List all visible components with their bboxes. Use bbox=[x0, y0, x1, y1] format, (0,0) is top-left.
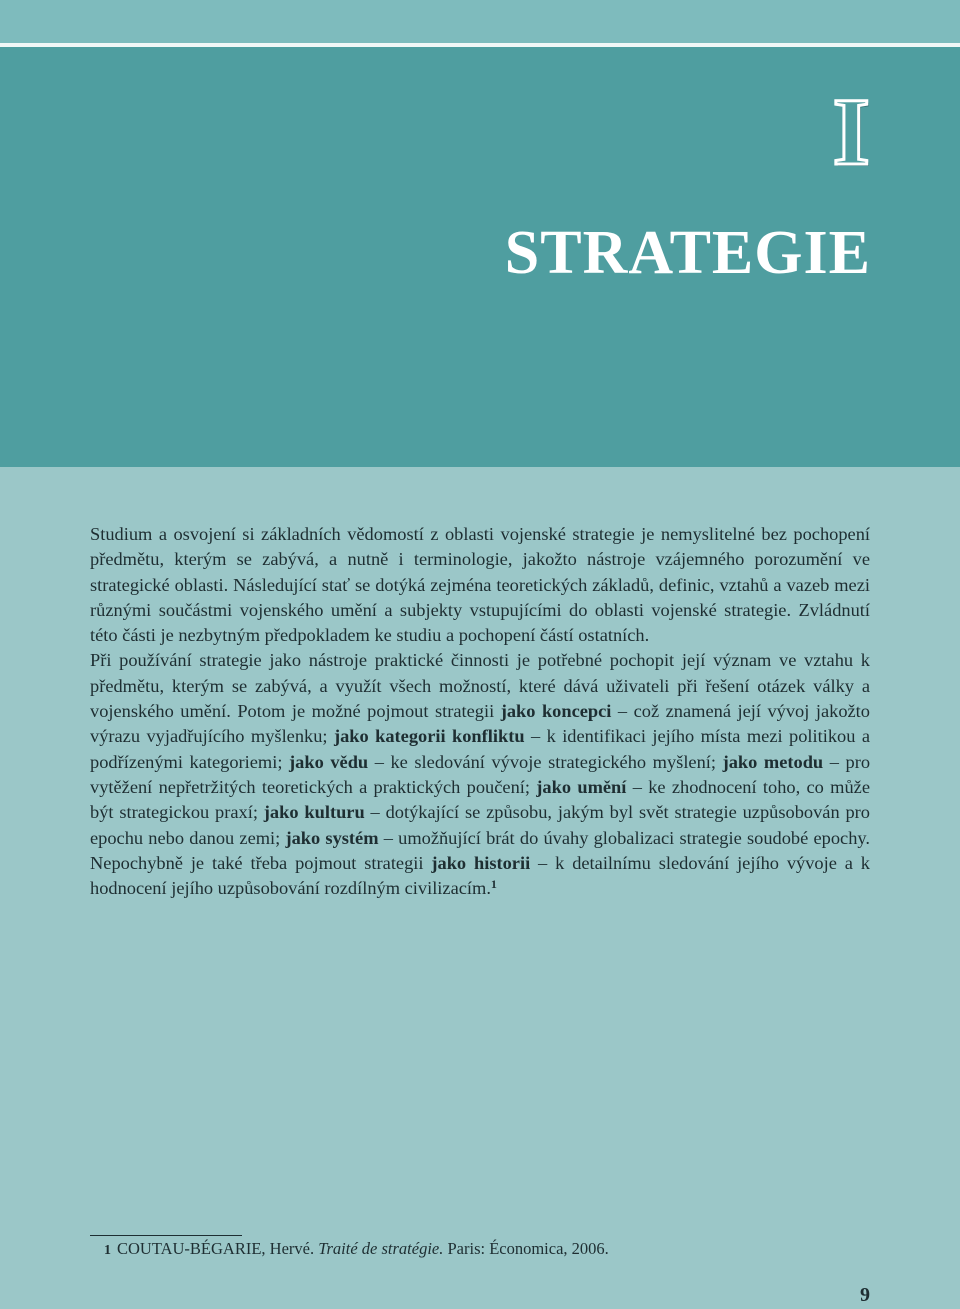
page-number: 9 bbox=[860, 1284, 870, 1306]
term-history: jako historii bbox=[431, 852, 531, 873]
text-segment: – umožňující brát do úvahy globalizaci strategie soudobé epochy. Nepochybně je také třeba pojmout strategii bbox=[90, 827, 870, 873]
top-decorative-strip bbox=[0, 0, 960, 44]
chapter-title: STRATEGIE bbox=[504, 219, 871, 287]
strategy-concepts-paragraph bbox=[90, 648, 870, 901]
text-segment: – k detailnímu sledování jejího vývoje a k hodnocení jejího uzpůsobování rozdílným civilizacím. bbox=[90, 852, 870, 899]
footnote-title: Traité de stratégie. bbox=[318, 1239, 444, 1258]
chapter-body-text bbox=[90, 522, 870, 901]
text-segment: – ke sledování vývoje strategického myšlení; bbox=[368, 751, 723, 772]
intro-paragraph: Studium a osvojení si základních vědomostí z oblasti vojenské strategie je nemyslitelné bez pochopení předmětu, kterým se zabývá, a nutně i terminologie, jakožto nástroje vzájemného porozumění ve strategické oblasti. Následující stať se dotýká zejména teoretických základů, definic, vztahů a vazeb mezi různými součástmi vojenského umění a subjekty vstupujícími do oblasti vojenské strategie. Zvládnutí této části je nezbytným předpokladem ke studiu a pochopení částí ostatních. bbox=[90, 524, 870, 646]
term-method: jako metodu bbox=[722, 751, 824, 772]
footnote-separator bbox=[90, 1235, 242, 1236]
footnote-reference[interactable]: 1 bbox=[490, 877, 497, 892]
text-segment: – což znamená její vývoj jakožto výrazu vyjadřujícího myšlenku; bbox=[90, 701, 870, 747]
term-science: jako vědu bbox=[289, 751, 369, 772]
footnote-author: COUTAU-BÉGARIE, Hervé. bbox=[117, 1239, 315, 1258]
text-segment: – dotýkající se způsobu, jakým byl svět strategie uzpůsobován pro epochu nebo danou zemi; bbox=[90, 802, 870, 848]
term-system: jako systém bbox=[285, 827, 379, 848]
text-segment: – pro vytěžení nepřetržitých teoretických a praktických poučení; bbox=[90, 751, 871, 797]
term-culture: jako kulturu bbox=[263, 802, 365, 823]
footnote-number: 1 bbox=[104, 1243, 111, 1258]
chapter-number: I bbox=[832, 78, 870, 185]
footnote bbox=[104, 1238, 609, 1262]
text-segment: Při používání strategie jako nástroje praktické činnosti je potřebné pochopit její význam ve vztahu k předmětu, kterým se zabývá, a využít všech možností, které dává uživateli při řešení otázek války a vojenského umění. Potom je možné pojmout strategii bbox=[90, 650, 870, 722]
text-segment: – ke zhodnocení toho, co může být strategickou praxí; bbox=[90, 776, 870, 823]
term-concept: jako koncepci bbox=[500, 701, 612, 722]
text-segment: – k identifikaci jejího místa mezi politikou a podřízenými kategoriemi; bbox=[90, 726, 871, 772]
term-conflict-category: jako kategorii konfliktu bbox=[333, 726, 525, 747]
footnote-publisher: Paris: Économica, 2006. bbox=[447, 1239, 609, 1258]
term-art: jako umění bbox=[536, 776, 627, 797]
